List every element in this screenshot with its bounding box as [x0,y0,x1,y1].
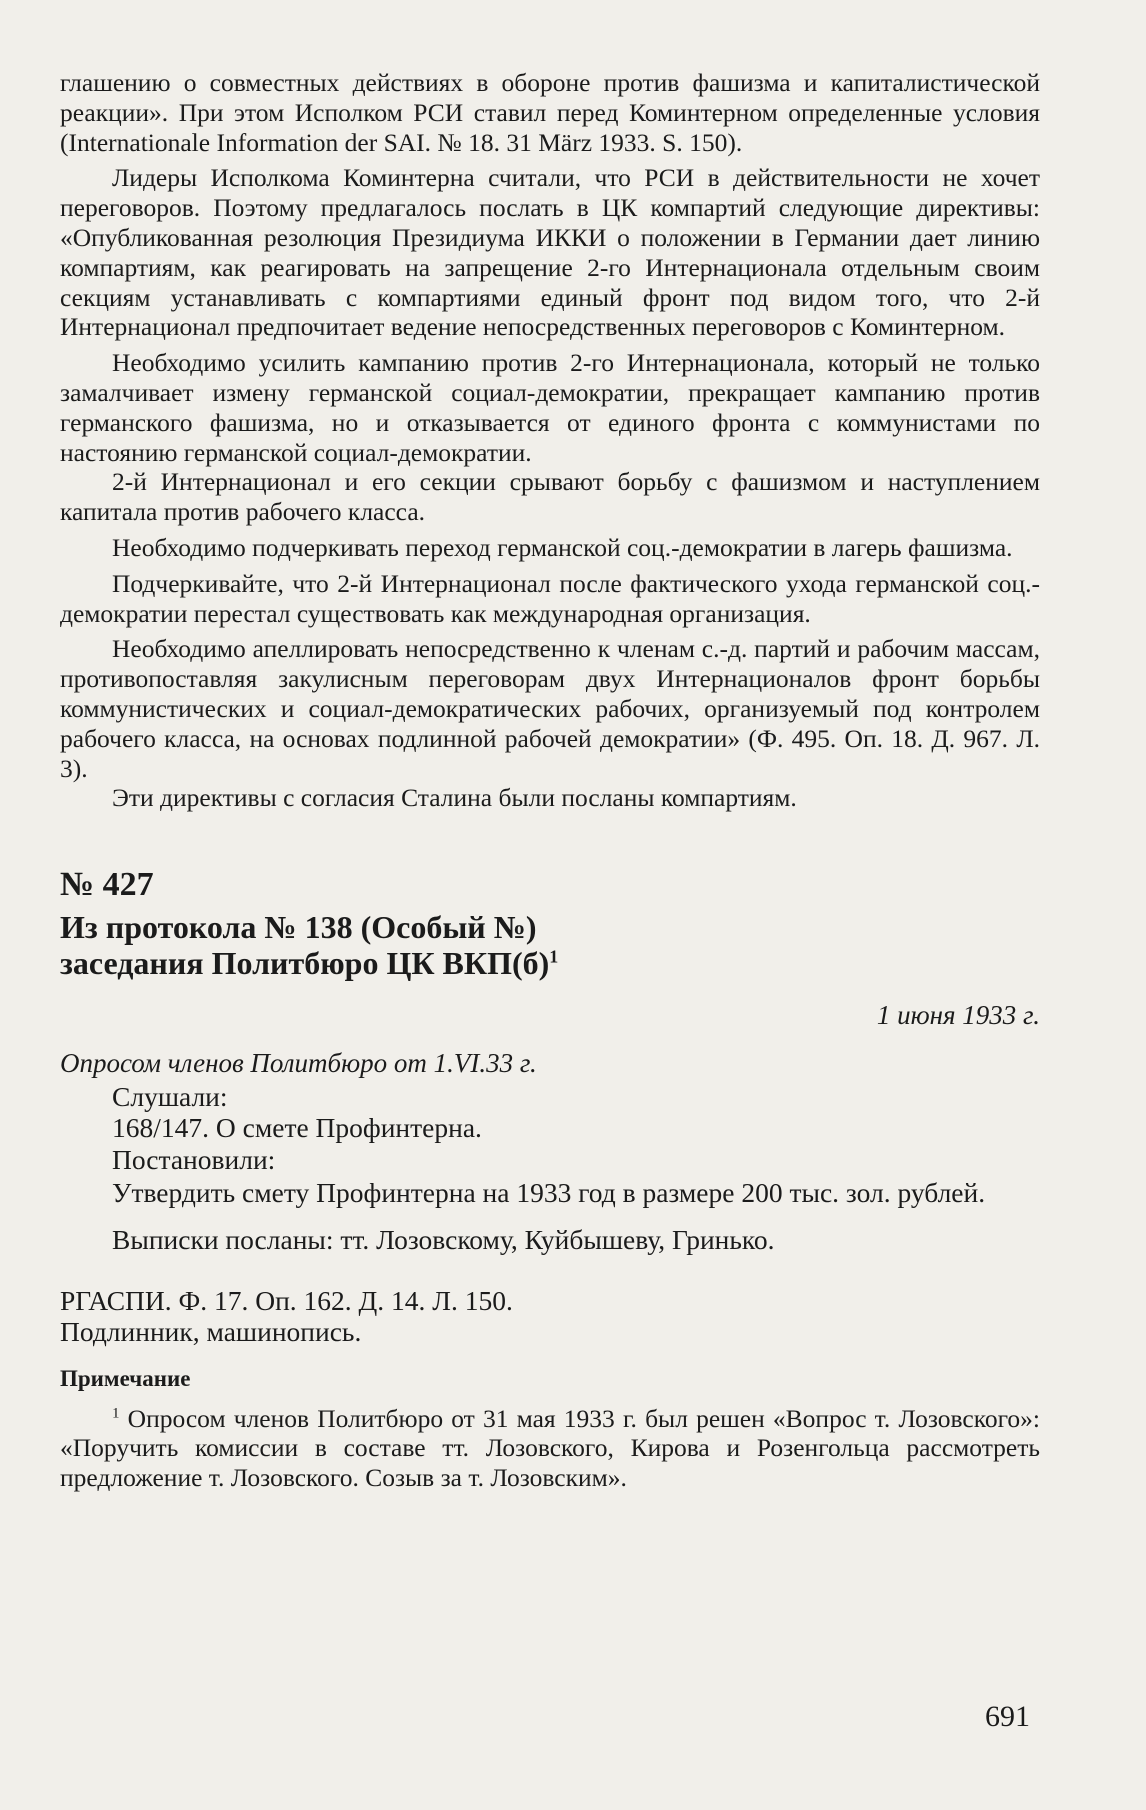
paragraph-social-democracy-shift: Необходимо подчеркивать переход германской соц.-демократии в лагерь фашизма. [112,532,1013,562]
document-type: Подлинник, машинопись. [60,1316,362,1348]
page-number: 691 [985,1700,1030,1733]
paragraph-comintern-leaders: Лидеры Исполкома Коминтерна считали, что РСИ в действительности не хочет переговоров. Поэтому предлагалось послать в ЦК компартий следующие директивы: «Опубликованная резолюция Президиума ИККИ о положении в Германии дает линию компартиям, как реагировать на запрещение 2-го Интернационала отдельным своим секциям устанавливать с компартиями единый фронт под видом того, что 2-й Интернационал предпочитает ведение непосредственных переговоров с Коминтерном. [60,163,1040,342]
footnote [60,1404,1040,1493]
preceding-commentary [60,68,1040,813]
footnote-reference: 1 [549,946,559,967]
document-number: № 427 [60,866,154,904]
paragraph-second-international: 2-й Интернационал и его секции срывают борьбу с фашизмом и наступлением капитала против рабочего класса. [60,467,1040,527]
paragraph-directives-sent: Эти директивы с согласия Сталина были посланы компартиям. [112,783,797,813]
decision-text: Утвердить смету Профинтерна на 1933 год в размере 200 тыс. зол. рублей. [112,1176,986,1208]
voting-method: Опросом членов Политбюро от 1.VI.33 г. [60,1048,537,1079]
note-heading: Примечание [60,1365,191,1391]
archive-reference: РГАСПИ. Ф. 17. Оп. 162. Д. 14. Л. 150. [60,1285,513,1317]
archive-reference-block [60,1285,1040,1347]
document-date: 1 июня 1933 г. [876,1000,1040,1031]
footnote-text: Опросом членов Политбюро от 31 мая 1933 г. был решен «Вопрос т. Лозовского»: «Поручить комиссии в составе тт. Лозовского, Кирова и Розенгольца рассмотреть предложение т. Лозовского. Созыв за т. Лозовским». [60,1403,1040,1493]
heard-label: Слушали: [112,1081,228,1113]
document-title-line-2 [60,945,1040,981]
heard-item: 168/147. О смете Профинтерна. [112,1112,482,1144]
protocol-block [60,1081,1040,1175]
excerpts-sent: Выписки посланы: тт. Лозовскому, Куйбышеву, Гринько. [112,1223,775,1255]
document-title [60,909,1040,981]
page-content [60,68,1040,1493]
resolved-label: Постановили: [112,1143,276,1175]
paragraph-campaign: Необходимо усилить кампанию против 2-го Интернационала, который не только замалчивает измену германской социал-демократии, прекращает кампанию против германского фашизма, но и отказывается от единого фронта с коммунистами по настоянию германской социал-демократии. [60,348,1040,467]
document-title-text: заседания Политбюро ЦК ВКП(б) [60,945,550,982]
document-title-line-1: Из протокола № 138 (Особый №) [60,909,537,946]
paragraph-continuation: глашению о совместных действиях в обороне против фашизма и капиталистической реакции». При этом Исполком РСИ ставил перед Коминтерном определенные условия (Internationale Information der SAI. № 18. 31 März 1933. S. 150). [60,68,1040,157]
paragraph-appeal: Необходимо апеллировать непосредственно к членам с.-д. партий и рабочим массам, противопоставляя закулисным переговорам двух Интернационалов фронт борьбы коммунистических и социал-демократических рабочих, организуемый под контролем рабочего класса, на основах подлинной рабочей демократии» (Ф. 495. Оп. 18. Д. 967. Л. 3). [60,634,1040,783]
paragraph-emphasize: Подчеркивайте, что 2-й Интернационал после фактического ухода германской соц.-демократии перестал существовать как международная организация. [60,568,1040,628]
footnote-mark: 1 [112,1405,120,1422]
